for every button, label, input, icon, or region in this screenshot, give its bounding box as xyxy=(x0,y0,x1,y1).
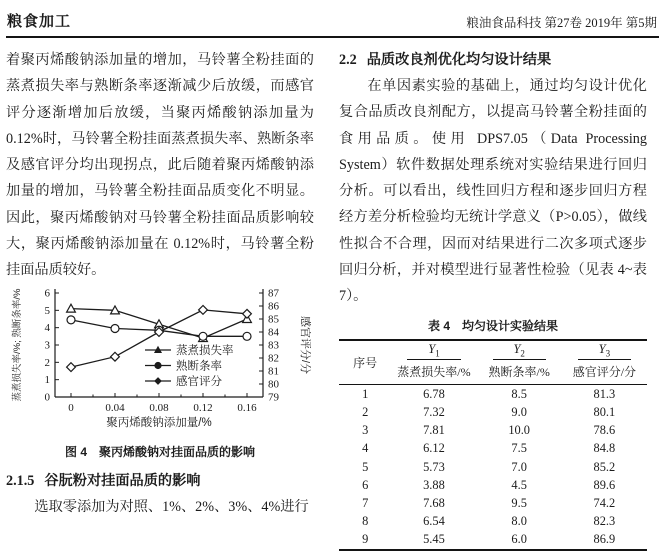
row-number-cell: 7 xyxy=(362,495,369,510)
svg-text:79: 79 xyxy=(268,391,279,404)
table-4-caption: 表 4 均匀设计实验结果 xyxy=(427,318,558,333)
value-cell: 86.9 xyxy=(593,532,616,547)
svg-text:5: 5 xyxy=(44,304,50,317)
running-head xyxy=(6,4,659,38)
value-cell: 78.6 xyxy=(593,423,616,438)
section-title: 品质改良剂优化均匀设计结果 xyxy=(366,52,552,68)
table-row xyxy=(339,458,647,476)
svg-text:2: 2 xyxy=(44,356,50,369)
svg-text:0.04: 0.04 xyxy=(105,401,125,414)
left-y-axis-label: 蒸煮损失率/%; 熟断条率/% xyxy=(12,288,23,402)
row-number-cell: 8 xyxy=(362,514,369,529)
value-cell: 82.3 xyxy=(593,514,616,529)
value-cell: 6.12 xyxy=(423,441,445,456)
row-number-cell: 5 xyxy=(362,459,369,474)
subheader-broken-rate: 熟断条率/% xyxy=(477,361,562,385)
svg-text:85: 85 xyxy=(268,313,279,326)
figure-4-chart xyxy=(9,287,311,442)
value-cell: 9.5 xyxy=(511,495,527,510)
svg-text:81: 81 xyxy=(268,365,279,378)
header-seq: 序号 xyxy=(339,340,391,385)
table-row xyxy=(339,422,647,440)
header-y2 xyxy=(477,340,562,362)
figure-4 xyxy=(6,287,314,460)
row-number-cell: 4 xyxy=(362,441,369,456)
table-row xyxy=(339,531,647,550)
value-cell: 8.0 xyxy=(511,514,527,529)
paragraph-2-1-5: 选取零添加为对照、1%、2%、3%、4%进行 xyxy=(34,498,309,515)
table-4-body xyxy=(339,385,647,550)
svg-text:82: 82 xyxy=(268,352,279,365)
svg-text:0.12: 0.12 xyxy=(193,401,213,414)
y3-subscript: 3 xyxy=(605,348,611,359)
right-y-axis-label: 感官评分/分 xyxy=(299,315,311,374)
row-number-cell: 6 xyxy=(362,477,369,492)
column-title: 粮食加工 xyxy=(7,13,72,30)
section-heading-2-2 xyxy=(339,47,647,73)
value-cell: 3.88 xyxy=(423,477,445,492)
value-cell: 81.3 xyxy=(593,386,616,401)
legend-label: 熟断条率 xyxy=(176,360,222,373)
table-row xyxy=(339,440,647,458)
row-number-cell: 9 xyxy=(362,532,369,547)
value-cell: 85.2 xyxy=(593,459,616,474)
value-cell: 5.73 xyxy=(423,459,445,474)
svg-text:3: 3 xyxy=(44,339,50,352)
value-cell: 4.5 xyxy=(511,477,527,492)
header-y3 xyxy=(562,340,647,362)
legend-label: 感官评分 xyxy=(176,375,222,388)
svg-text:0.08: 0.08 xyxy=(149,401,169,414)
header-y1 xyxy=(391,340,476,362)
svg-text:0: 0 xyxy=(68,401,74,414)
svg-text:86: 86 xyxy=(268,300,279,313)
svg-text:0: 0 xyxy=(44,391,50,404)
svg-text:0.16: 0.16 xyxy=(237,401,257,414)
y1-symbol: Y xyxy=(428,341,436,356)
value-cell: 84.8 xyxy=(593,441,616,456)
subheader-sensory-score: 感官评分/分 xyxy=(562,361,647,385)
value-cell: 7.81 xyxy=(423,423,445,438)
value-cell: 7.0 xyxy=(511,459,527,474)
figure-4-caption: 图 4 聚丙烯酸钠对挂面品质的影响 xyxy=(64,444,255,459)
x-axis-label: 聚丙烯酸钠添加量/% xyxy=(106,416,212,429)
row-number-cell: 3 xyxy=(362,423,369,438)
value-cell: 9.0 xyxy=(511,404,527,419)
table-4-header xyxy=(339,340,647,385)
svg-text:6: 6 xyxy=(44,287,50,300)
value-cell: 7.32 xyxy=(423,404,445,419)
section-number: 2.2 xyxy=(339,52,357,68)
y3-symbol: Y xyxy=(598,341,606,356)
line-chart-svg xyxy=(9,287,311,437)
table-row xyxy=(339,494,647,512)
table-row xyxy=(339,512,647,530)
row-number-cell: 2 xyxy=(362,404,369,419)
row-number-cell: 1 xyxy=(362,386,369,401)
two-column-body xyxy=(6,47,659,551)
value-cell: 89.6 xyxy=(593,477,616,492)
value-cell: 6.54 xyxy=(423,514,445,529)
table-row xyxy=(339,403,647,421)
value-cell: 6.0 xyxy=(511,532,527,547)
svg-text:80: 80 xyxy=(268,378,279,391)
svg-text:84: 84 xyxy=(268,326,279,339)
left-column xyxy=(6,47,314,551)
journal-volume-info: 粮油食品科技 第27卷 2019年 第5期 xyxy=(466,16,657,30)
table-4 xyxy=(339,339,647,551)
value-cell: 8.5 xyxy=(511,386,527,401)
legend-label: 蒸煮损失率 xyxy=(176,344,234,357)
table-row xyxy=(339,385,647,404)
svg-text:87: 87 xyxy=(268,287,279,300)
section-title: 谷朊粉对挂面品质的影响 xyxy=(44,472,201,489)
y2-subscript: 2 xyxy=(520,348,525,359)
value-cell: 10.0 xyxy=(508,423,530,438)
value-cell: 80.1 xyxy=(593,404,616,419)
section-number: 2.1.5 xyxy=(6,472,35,489)
svg-text:4: 4 xyxy=(44,321,50,334)
value-cell: 7.68 xyxy=(423,495,445,510)
right-column xyxy=(339,47,647,551)
svg-text:1: 1 xyxy=(44,373,50,386)
value-cell: 5.45 xyxy=(423,532,445,547)
paragraph-2-2: 在单因素实验的基础上，通过均匀设计优化复合品质改良剂配方，以提高马铃薯全粉挂面的食用品质。使用 DPS7.05（Data Processing System）软件数据处理系统对实验结果进行回归分析。可以看出，线性回归方程和逐步回归方程经方差分析检验均无统计学意义（P>0.05），做线性拟合不合理，因而对结果进行二次多项式逐步回归分析，并对模型进行显著性检验（见表 4~表 7）。 xyxy=(339,78,647,305)
section-heading-2-1-5 xyxy=(6,468,314,494)
svg-text:83: 83 xyxy=(268,339,279,352)
y1-subscript: 1 xyxy=(435,348,440,359)
value-cell: 7.5 xyxy=(511,441,527,456)
subheader-cooking-loss: 蒸煮损失率/% xyxy=(391,361,476,385)
table-row xyxy=(339,476,647,494)
y2-symbol: Y xyxy=(513,341,521,356)
paragraph-continuation: 着聚丙烯酸钠添加量的增加，马铃薯全粉挂面的蒸煮损失率与熟断条率逐渐减少后放缓，而感官评分逐渐增加后放缓，当聚丙烯酸钠添加量为0.12%时，马铃薯全粉挂面蒸煮损失率、熟断条率及感官评分均出现拐点，此后随着聚丙烯酸钠添加量的增加，马铃薯全粉挂面品质变化不明显。因此，聚丙烯酸钠对马铃薯全粉挂面品质影响较大，聚丙烯酸钠添加量在 0.12%时，马铃薯全粉挂面品质较好。 xyxy=(6,52,314,279)
value-cell: 74.2 xyxy=(593,495,616,510)
value-cell: 6.78 xyxy=(423,386,445,401)
